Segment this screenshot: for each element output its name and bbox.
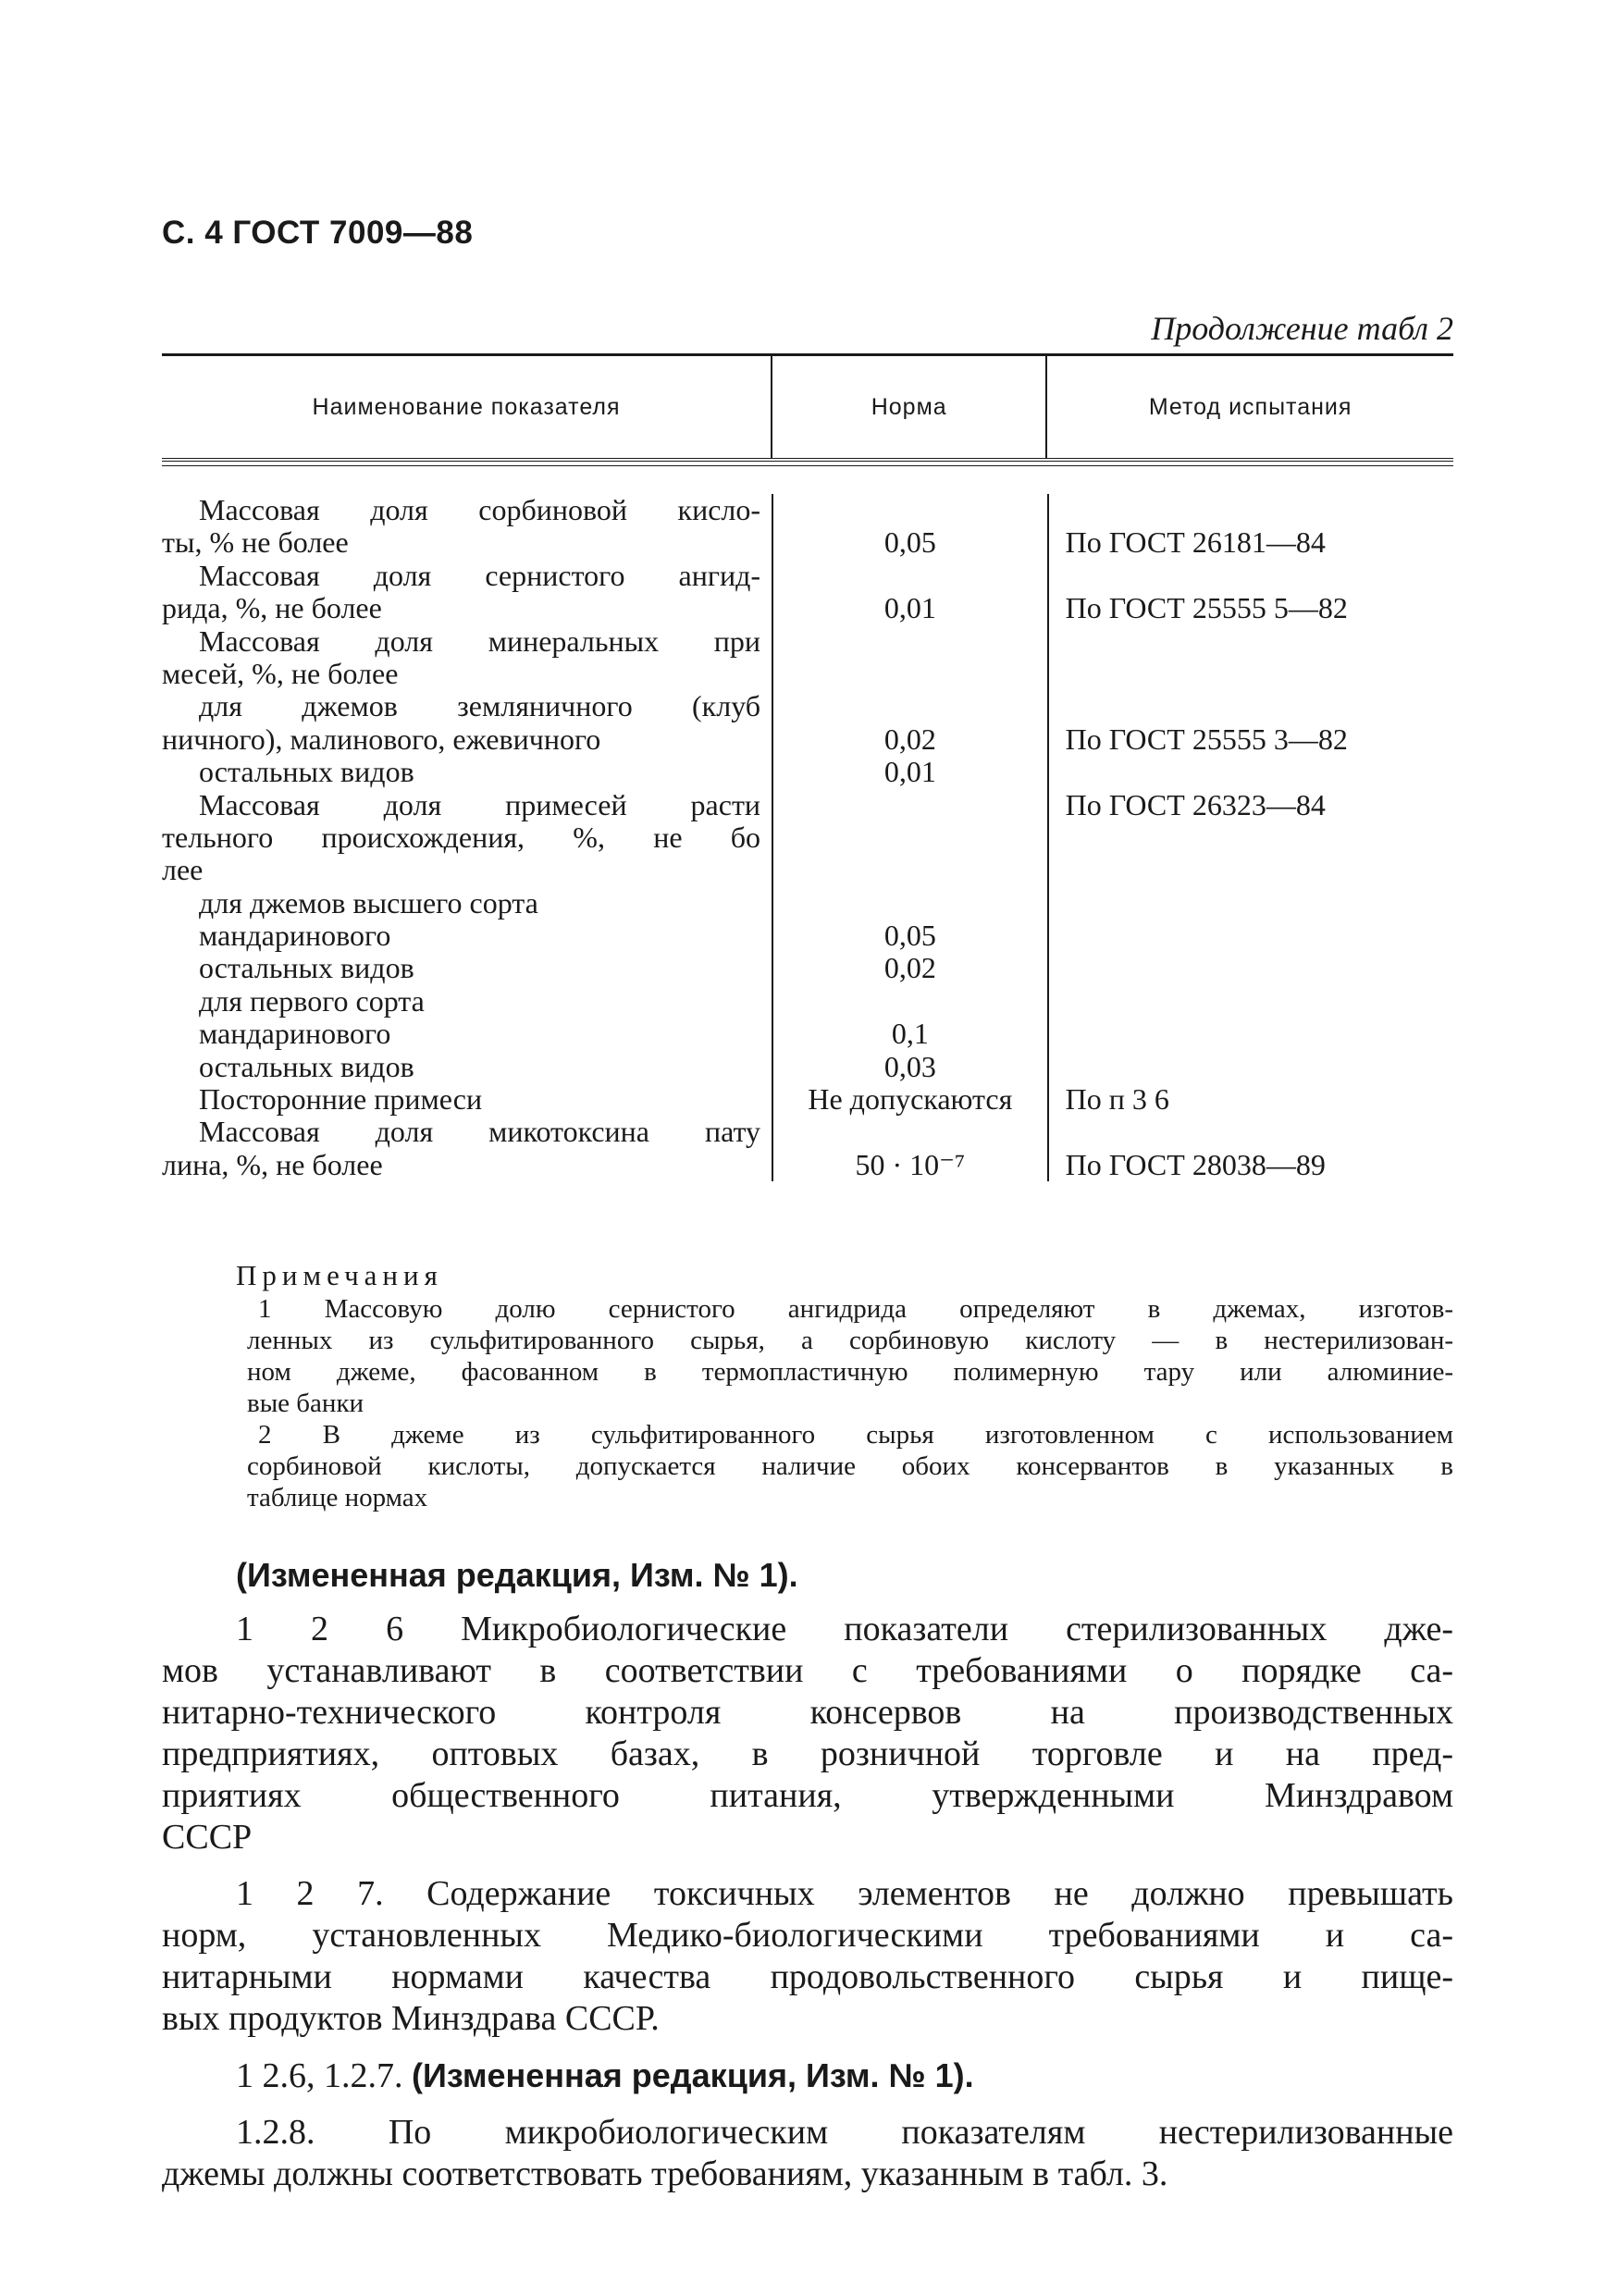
table-cell-name: мандаринового	[199, 919, 391, 953]
column-header-name: Наименование показателя	[312, 393, 621, 420]
table-cell-norm	[773, 658, 1047, 690]
paragraph-line: СССР	[162, 1818, 253, 1857]
table-cell-name: для джемов земляничного (клуб	[199, 689, 761, 723]
paragraph-line: норм, установленных Медико-биологическими требованиями и са-	[162, 1916, 1453, 1955]
paragraph-line: предприятиях, оптовых базах, в розничной торговле и на пред-	[162, 1734, 1453, 1773]
paragraph-line: 1.2.8. По микробиологическим показателям нестерилизованные	[236, 2113, 1453, 2152]
note-line: ленных из сульфитированного сырья, а сорбиновую кислоту — в нестерилизован-	[247, 1326, 1453, 1355]
table-cell-method: По ГОСТ 28038—89	[1065, 1147, 1326, 1181]
column-header-method: Метод испытания	[1045, 356, 1453, 458]
paragraph-line: вых продуктов Минздрава СССР.	[162, 1999, 660, 2038]
paragraph-line: приятиях общественного питания, утвержденными Минздравом	[162, 1776, 1453, 1815]
table-cell-name: мандаринового	[199, 1017, 391, 1051]
paragraph-1-2-7	[162, 1873, 1453, 2040]
table-cell-method: По ГОСТ 26181—84	[1065, 525, 1326, 560]
note-line: вые банки	[247, 1389, 364, 1418]
table-cell-name: Посторонние примеси	[199, 1082, 483, 1117]
table-cell-name: Массовая доля минеральных при	[199, 623, 761, 658]
notes-block	[236, 1260, 1453, 1513]
table-cell-norm: 0,05	[883, 525, 936, 560]
table-cell-norm: 0,02	[883, 722, 936, 756]
notes-items	[236, 1293, 1453, 1513]
table-cell-method	[1066, 985, 1453, 1018]
amendment-note-2-text: (Измененная редакция, Изм. № 1).	[412, 2056, 974, 2094]
table-cell-name: ничного), малинового, ежевичного	[162, 722, 601, 756]
column-name	[162, 494, 772, 1181]
table-cell-name: лина, %, не более	[162, 1147, 383, 1181]
table-header-row	[162, 356, 1453, 458]
notes-heading: Примечания	[236, 1259, 443, 1291]
table-header-divider	[162, 458, 1453, 466]
table-cell-method: По п 3 6	[1065, 1082, 1169, 1117]
page-header: С. 4 ГОСТ 7009—88	[162, 215, 474, 251]
table-cell-norm: 0,01	[883, 591, 936, 625]
table-cell-method	[1066, 756, 1453, 788]
column-header-norm: Норма	[771, 356, 1045, 458]
paragraph-line: 1 2 7. Содержание токсичных элементов не должно превышать	[236, 1874, 1453, 1913]
paragraph-line: мов устанавливают в соответствии с требованиями о порядке са-	[162, 1651, 1453, 1690]
paragraph-line: джемы должны соответствовать требованиям, указанным в табл. 3.	[162, 2154, 1168, 2193]
note-item	[236, 1419, 1453, 1513]
note-line: 1 Массовую долю сернистого ангидрида определяют в джемах, изготов-	[258, 1294, 1453, 1324]
table-cell-name: Массовая доля микотоксина пату	[199, 1115, 761, 1149]
table-body	[162, 466, 1453, 1181]
amendment-note-1: (Измененная редакция, Изм. № 1).	[236, 1556, 798, 1594]
table-cell-method: По ГОСТ 25555 3—82	[1065, 722, 1348, 756]
table-cell-method	[1066, 1051, 1453, 1083]
amendment-note-2-ref: 1 2.6, 1.2.7.	[236, 2056, 403, 2095]
table-cell-name: остальных видов	[199, 1049, 414, 1083]
note-line: 2 В джеме из сульфитированного сырья изготовленном с использованием	[258, 1420, 1453, 1450]
note-line: сорбиновой кислоты, допускается наличие обоих консервантов в указанных в	[247, 1451, 1453, 1481]
table-cell-norm: 0,05	[883, 919, 936, 953]
table-cell-name: ты, % не более	[162, 525, 349, 560]
paragraph-line: нитарно-технического контроля консервов на производственных	[162, 1693, 1453, 1732]
table-cell-method	[1066, 887, 1453, 920]
table-cell-norm	[773, 887, 1047, 920]
table-cell-name: месей, %, не более	[162, 656, 399, 690]
table-cell-name: Массовая доля примесей расти	[199, 787, 761, 821]
table-cell-norm: 50 · 10⁻⁷	[855, 1147, 966, 1181]
note-item	[236, 1293, 1453, 1419]
table-cell-name: тельного происхождения, %, не бо	[162, 820, 761, 854]
table-caption: Продолжение табл 2	[1151, 310, 1453, 347]
table-cell-norm: 0,1	[891, 1017, 929, 1051]
table-cell-norm	[773, 985, 1047, 1018]
paragraph-line: нитарными нормами качества продовольственного сырья и пище-	[162, 1957, 1453, 1996]
paragraph-1-2-6	[162, 1609, 1453, 1858]
paragraph-line: 1 2 6 Микробиологические показатели стерилизованных дже-	[236, 1610, 1453, 1648]
table-cell-method	[1066, 920, 1453, 952]
table-cell-method	[1066, 1018, 1453, 1050]
amendment-note-2	[162, 2055, 1453, 2097]
table-cell-norm: 0,01	[883, 755, 936, 789]
column-norm	[772, 494, 1047, 1181]
table-cell-name: рида, %, не более	[162, 591, 382, 625]
table-cell-method	[1066, 952, 1453, 984]
table-cell-name: для джемов высшего сорта	[199, 885, 538, 920]
note-line: ном джеме, фасованном в термопластичную полимерную тару или алюминие-	[247, 1357, 1453, 1387]
table-cell-method: По ГОСТ 25555 5—82	[1065, 591, 1348, 625]
table-cell-name: для первого сорта	[199, 983, 425, 1018]
table-cell-norm	[773, 854, 1047, 886]
note-line: таблице нормах	[247, 1483, 428, 1512]
table-cell-method	[1066, 658, 1453, 690]
table-cell-norm: Не допускаются	[808, 1082, 1013, 1117]
table-cell-name: Массовая доля сорбиновой кисло-	[199, 493, 761, 526]
table-cell-name: остальных видов	[199, 755, 414, 789]
table-cell-name: остальных видов	[199, 951, 414, 985]
table-cell-norm: 0,02	[883, 951, 936, 985]
table-cell-method: По ГОСТ 26323—84	[1065, 787, 1326, 821]
table-cell-name: лее	[162, 853, 204, 887]
table-cell-name: Массовая доля сернистого ангид-	[199, 558, 761, 592]
table-cell-norm: 0,03	[883, 1049, 936, 1083]
body-text	[162, 1554, 1453, 2210]
column-method	[1047, 494, 1453, 1181]
paragraph-1-2-8	[162, 2112, 1453, 2195]
indicators-table	[162, 353, 1453, 1181]
